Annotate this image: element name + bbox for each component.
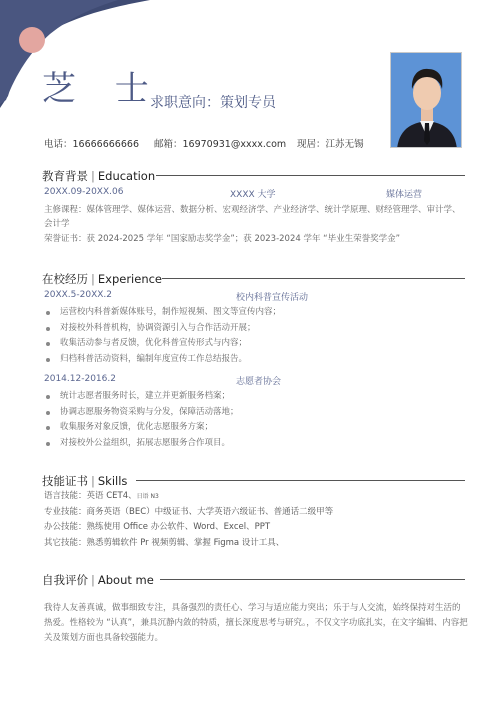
section-divider bbox=[156, 175, 465, 176]
experience-period: 2014.12-2016.2 bbox=[44, 374, 116, 384]
contact-location: 现居：江苏无锡 bbox=[297, 139, 364, 150]
section-divider bbox=[162, 278, 465, 279]
education-honors: 荣誉证书：获 2024-2025 学年 “国家励志奖学金”；获 2023-2024 学年 “毕业生荣誉奖学金” bbox=[44, 234, 400, 244]
job-objective bbox=[150, 92, 276, 112]
list-item: 收集服务对象反馈，优化志愿服务方案； bbox=[46, 420, 239, 436]
list-item: 对接校外公益组织，拓展志愿服务合作项目。 bbox=[46, 436, 239, 452]
skill-language: 语言技能：英语 CET4、日语 N3 bbox=[44, 491, 159, 501]
portrait-image bbox=[391, 53, 462, 148]
section-divider bbox=[160, 579, 465, 580]
objective-label: 求职意向： bbox=[150, 95, 220, 111]
list-item: 对接校外科普机构，协调资源引入与合作活动开展； bbox=[46, 321, 281, 337]
experience-role: 校内科普宣传活动 bbox=[236, 293, 309, 303]
education-major: 媒体运营 bbox=[386, 190, 423, 200]
list-item: 归档科普活动资料，编制年度宣传工作总结报告。 bbox=[46, 352, 281, 368]
section-title-about: 自我评价 | About me bbox=[42, 573, 154, 587]
section-divider bbox=[136, 480, 465, 481]
list-item: 协调志愿服务物资采购与分发，保障活动落地； bbox=[46, 405, 239, 421]
list-item: 运营校内科普新媒体账号，制作短视频、图文等宣传内容； bbox=[46, 305, 281, 321]
decorative-circle bbox=[19, 27, 45, 53]
objective-value: 策划专员 bbox=[220, 95, 276, 111]
section-title-experience: 在校经历 | Experience bbox=[42, 272, 163, 286]
experience-role: 志愿者协会 bbox=[236, 377, 282, 387]
experience-bullet-list bbox=[46, 305, 281, 367]
skills-list bbox=[44, 489, 333, 551]
skill-office: 办公技能：熟练使用 Office 办公软件、Word、Excel、PPT bbox=[44, 522, 271, 532]
skill-professional: 专业技能：商务英语（BEC）中级证书、大学英语六级证书、普通话二级甲等 bbox=[44, 506, 334, 517]
about-text: 我待人友善真诚，做事细致专注，具备强烈的责任心、学习与适应能力突出；乐于与人交流，始终保持对生活的热爱。性格较为 “认真”，兼具沉静内敛的特质，擅长深度思考与研究。，不仅文字功底扎实，在文字编辑、内容把关及策划方面也具备较强能力。 bbox=[44, 603, 468, 643]
section-title-skills: 技能证书 | Skills bbox=[42, 474, 128, 488]
contact-email: 邮箱：16970931@xxxx.com bbox=[154, 139, 287, 150]
experience-bullet-list bbox=[46, 389, 239, 451]
candidate-name: 芝 士 bbox=[42, 69, 163, 109]
contact-phone: 电话：16666666666 bbox=[44, 139, 139, 150]
education-school: XXXX 大学 bbox=[230, 190, 276, 200]
skill-other: 其它技能：熟悉剪辑软件 Pr 视频剪辑、掌握 Figma 设计工具、 bbox=[44, 537, 285, 548]
experience-period: 20XX.5-20XX.2 bbox=[44, 290, 112, 300]
education-courses: 主修课程：媒体管理学、媒体运营、数据分析、宏观经济学、产业经济学、统计学原理、财经管理学、审计学、会计学 bbox=[44, 205, 461, 229]
education-period: 20XX.09-20XX.06 bbox=[44, 187, 124, 197]
list-item: 统计志愿者服务时长，建立并更新服务档案； bbox=[46, 389, 239, 405]
section-title-education: 教育背景 | Education bbox=[42, 169, 156, 183]
list-item: 收集活动参与者反馈，优化科普宣传形式与内容； bbox=[46, 336, 281, 352]
profile-photo bbox=[390, 52, 462, 148]
